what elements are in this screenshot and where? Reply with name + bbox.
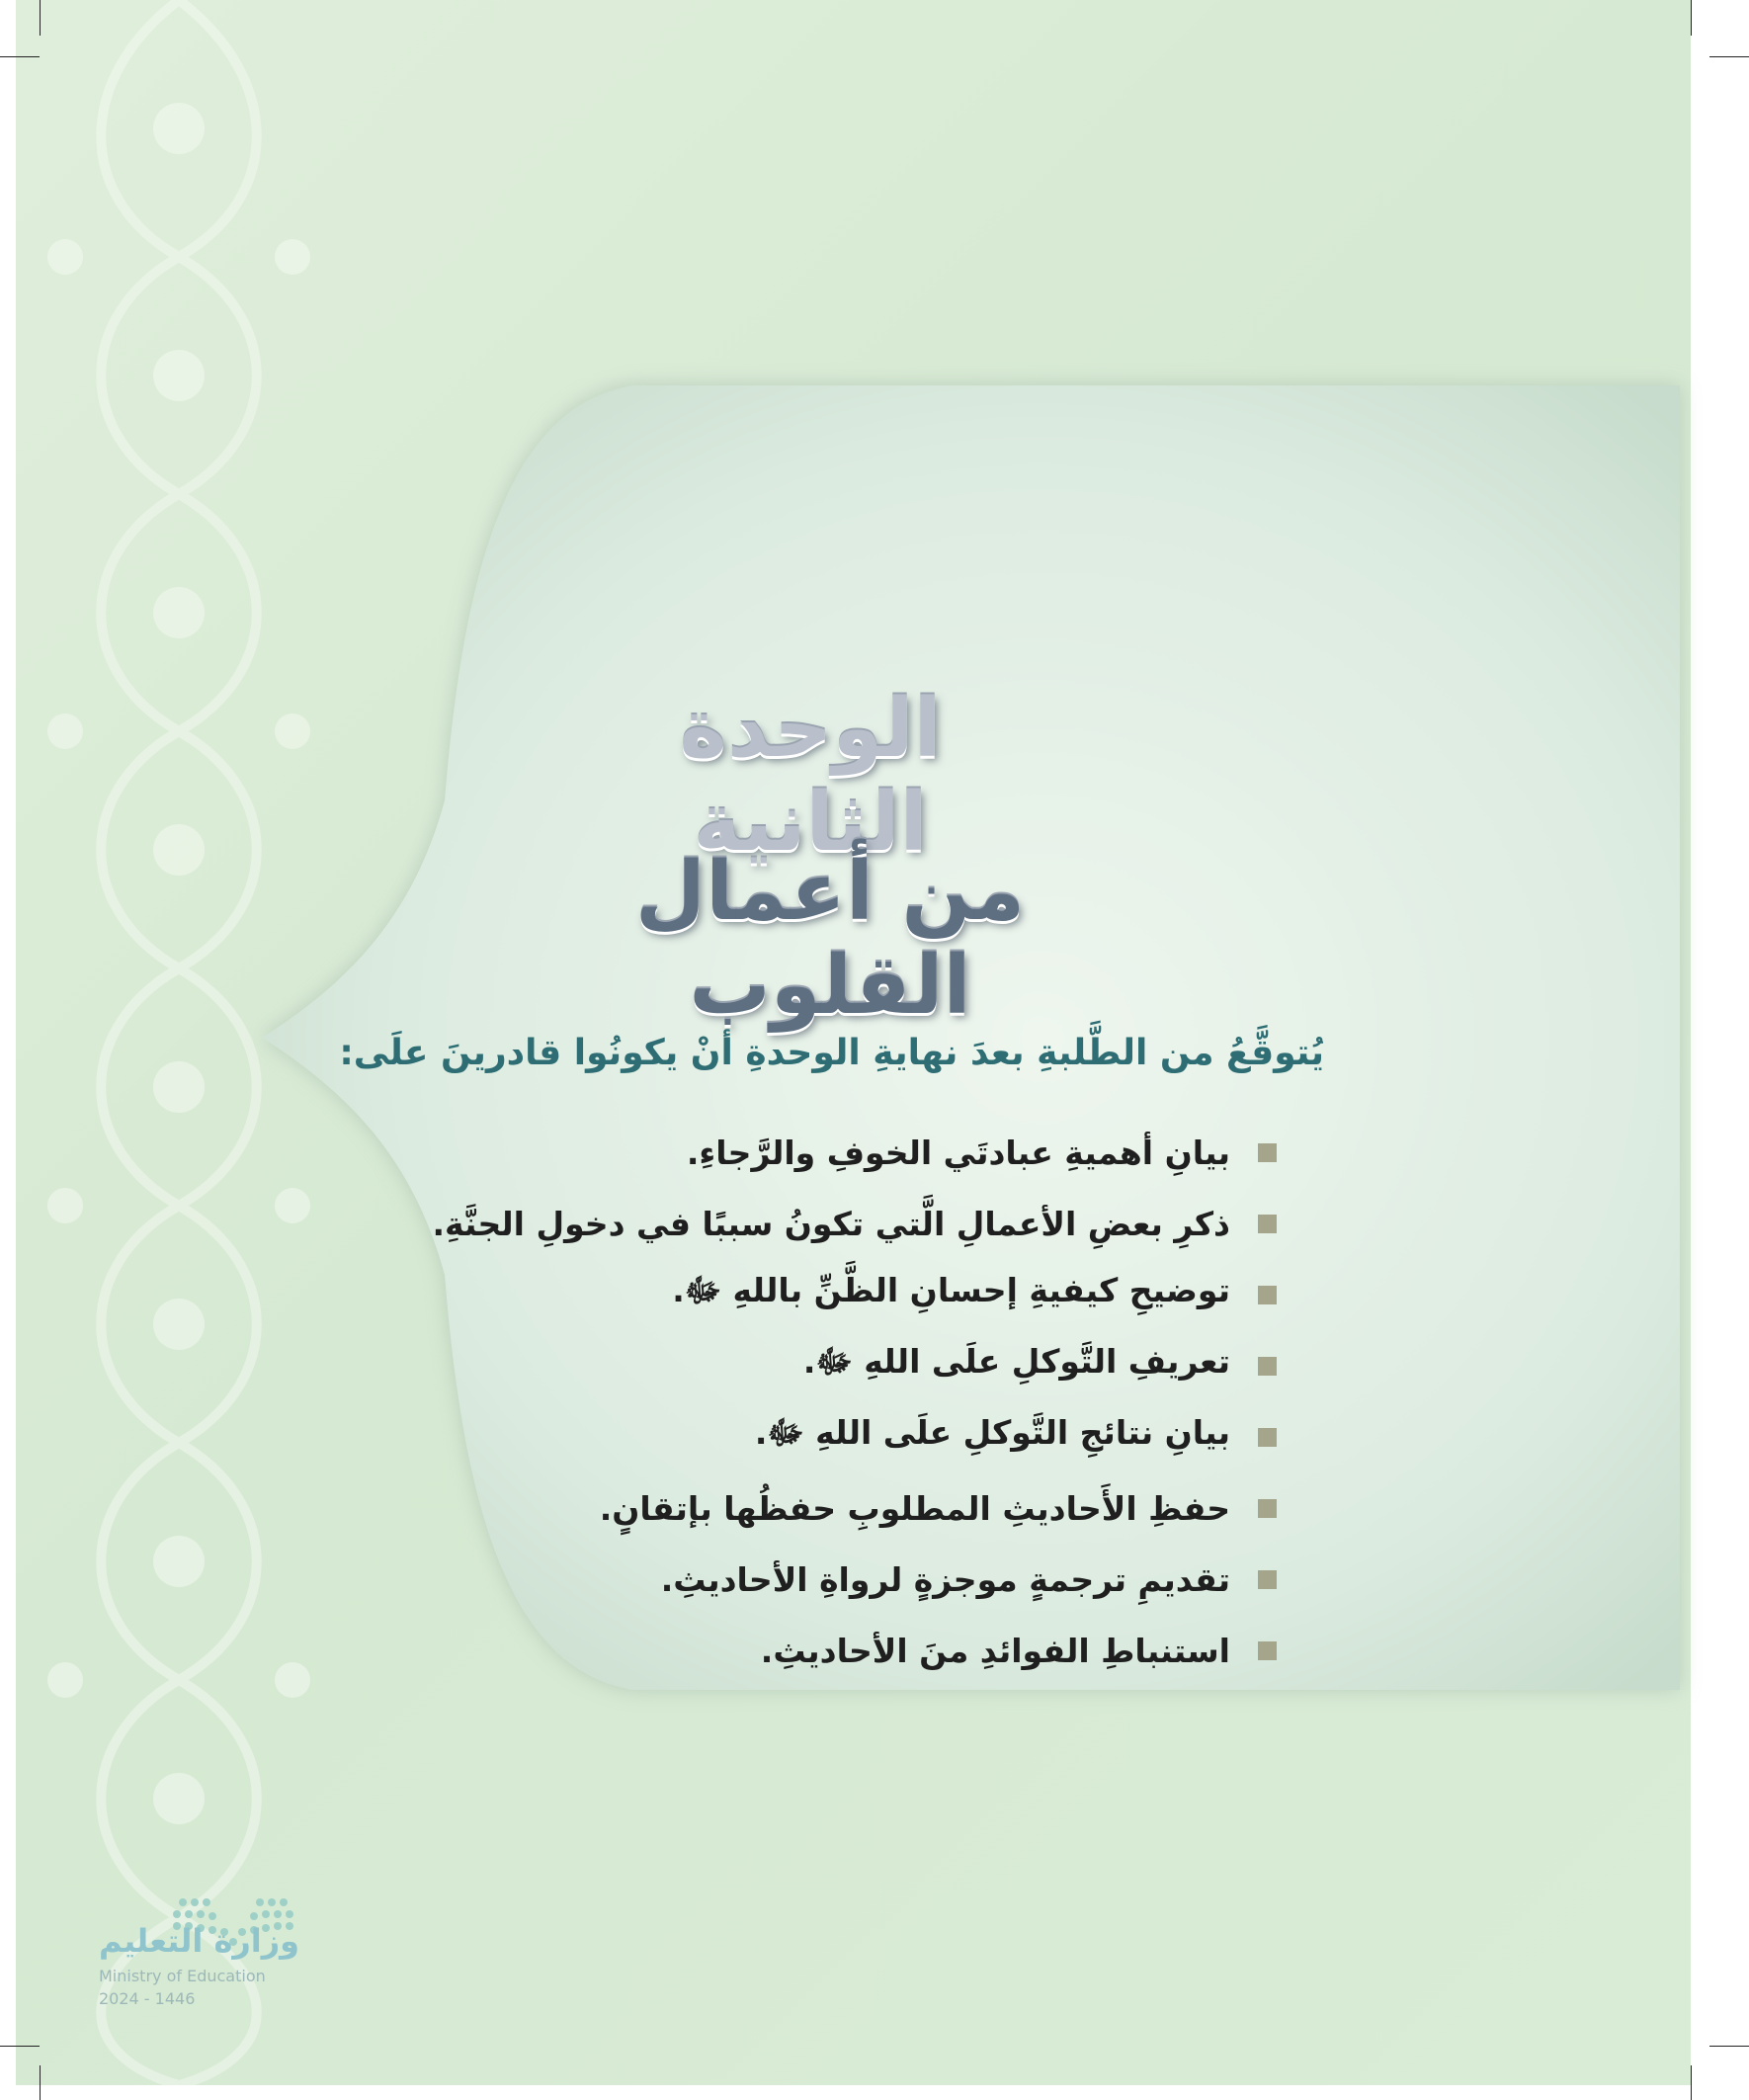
unit-title: الوحدة الثانية bbox=[679, 682, 942, 870]
objective-text: حفظِ الأَحاديثِ المطلوبِ حفظُها بإتقانٍ. bbox=[599, 1488, 1230, 1528]
objective-text: ذكرِ بعضِ الأعمالِ الَّتي تكونُ سببًا في دخولِ الجنَّةِ. bbox=[432, 1204, 1230, 1243]
square-bullet-icon bbox=[1258, 1215, 1277, 1233]
crop-mark bbox=[1691, 2065, 1692, 2100]
objective-item bbox=[308, 1188, 1277, 1259]
objective-text: استنباطِ الفوائدِ منَ الأحاديثِ. bbox=[760, 1631, 1230, 1670]
objective-item bbox=[308, 1401, 1277, 1472]
objective-item bbox=[308, 1117, 1277, 1188]
objective-text: توضيحِ كيفيةِ إحسانِ الظَّنِّ باللهِ ﷻ. bbox=[672, 1271, 1230, 1309]
square-bullet-icon bbox=[1258, 1143, 1277, 1162]
crop-mark bbox=[40, 0, 41, 36]
square-bullet-icon bbox=[1258, 1499, 1277, 1518]
crop-mark bbox=[40, 2065, 41, 2100]
objective-text: تقديمِ ترجمةٍ موجزةٍ لرواةِ الأحاديثِ. bbox=[660, 1559, 1230, 1599]
ministry-year: 2024 - 1446 bbox=[99, 1989, 196, 2008]
objective-text: تعريفِ التَّوكلِ علَى اللهِ ﷻ. bbox=[802, 1342, 1230, 1381]
objective-text: بيانِ نتائجِ التَّوكلِ علَى اللهِ ﷻ. bbox=[754, 1413, 1230, 1452]
objective-item bbox=[308, 1330, 1277, 1401]
objective-item bbox=[308, 1259, 1277, 1330]
objective-text: بيانِ أهميةِ عبادتَي الخوفِ والرَّجاءِ. bbox=[686, 1133, 1230, 1172]
objective-item bbox=[308, 1544, 1277, 1615]
crop-mark bbox=[1709, 2046, 1749, 2047]
crop-mark bbox=[1691, 0, 1692, 36]
objectives-list bbox=[308, 1117, 1277, 1686]
crop-mark bbox=[1709, 56, 1749, 57]
objective-item bbox=[308, 1472, 1277, 1544]
ministry-name-arabic: وزارة التعليم bbox=[99, 1922, 300, 1960]
objectives-intro: يُتوقَّعُ من الطَّلبةِ بعدَ نهايةِ الوحدةِ أنْ يكونُوا قادرينَ علَى: bbox=[339, 1033, 1324, 1073]
unit-subtitle: من أعمال القلوب bbox=[634, 845, 1026, 1033]
square-bullet-icon bbox=[1258, 1286, 1277, 1304]
objective-item bbox=[308, 1615, 1277, 1686]
crop-mark bbox=[0, 56, 40, 57]
square-bullet-icon bbox=[1258, 1357, 1277, 1376]
crop-mark bbox=[0, 2046, 40, 2047]
square-bullet-icon bbox=[1258, 1570, 1277, 1589]
ministry-name-english: Ministry of Education bbox=[99, 1967, 266, 1985]
square-bullet-icon bbox=[1258, 1641, 1277, 1660]
square-bullet-icon bbox=[1258, 1428, 1277, 1447]
